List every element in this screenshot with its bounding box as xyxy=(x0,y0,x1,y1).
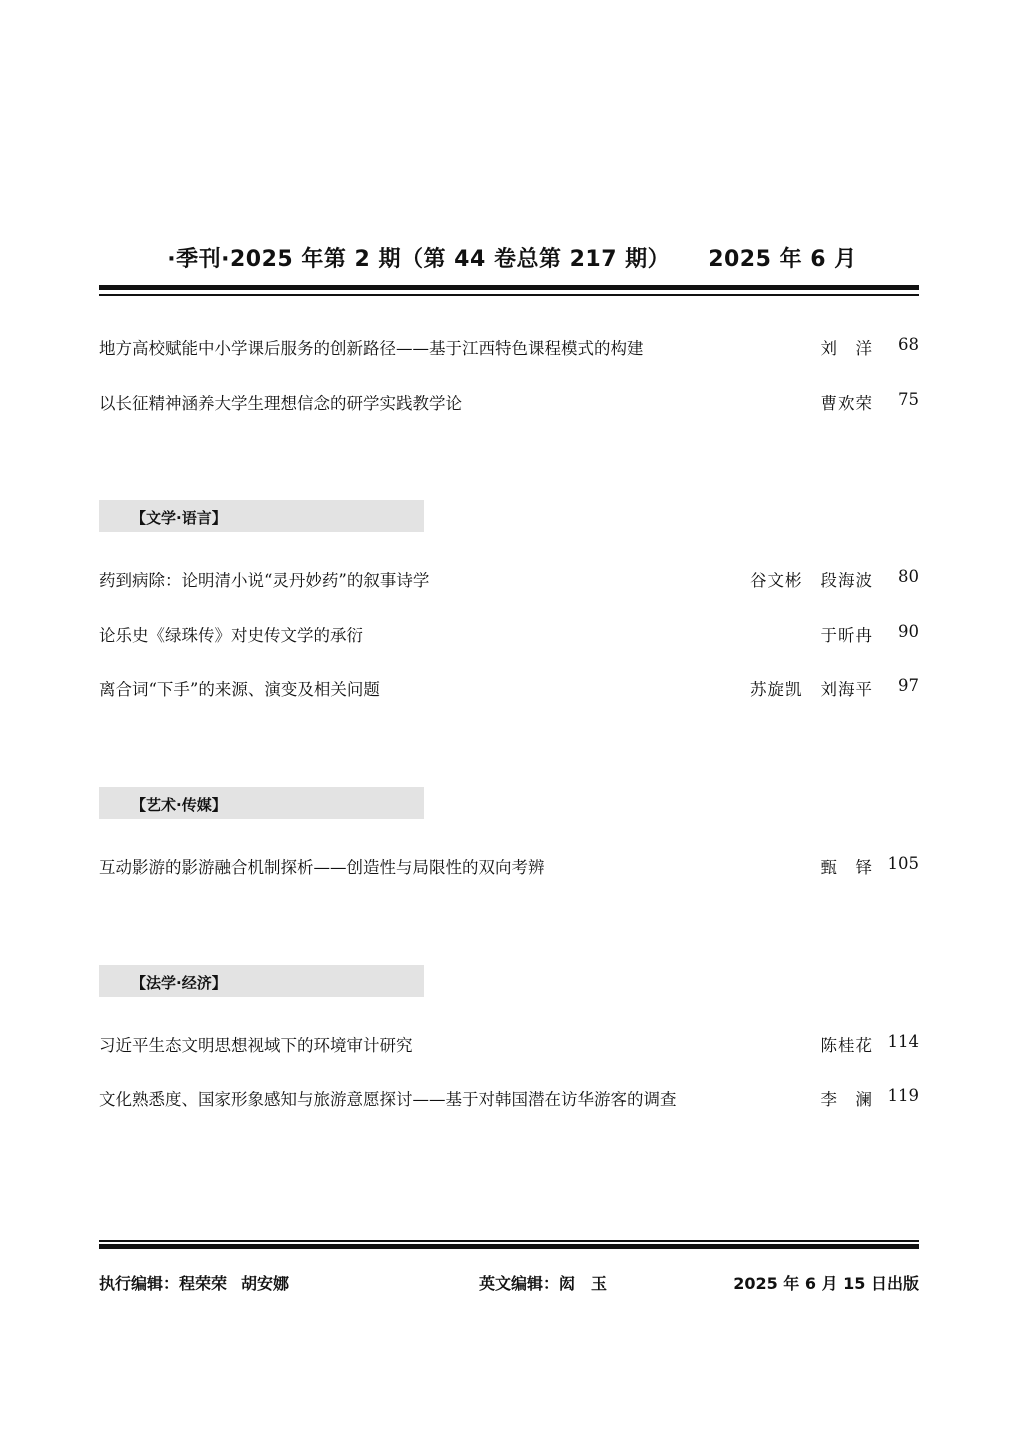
author: 陈桂花 xyxy=(820,1036,873,1055)
entry-authors xyxy=(750,676,873,700)
entry-title[interactable]: 互动影游的影游融合机制探析——创造性与局限性的双向考辨 xyxy=(99,858,545,877)
entry-authors xyxy=(821,390,874,414)
author: 甄 铎 xyxy=(820,858,873,877)
entry-authors xyxy=(821,1086,874,1110)
entry-title[interactable]: 习近平生态文明思想视域下的环境审计研究 xyxy=(99,1036,413,1055)
entry-title[interactable]: 以长征精神涵养大学生理想信念的研学实践教学论 xyxy=(99,394,462,413)
entry-title[interactable]: 论乐史《绿珠传》对史传文学的承衍 xyxy=(99,626,363,645)
entry-title[interactable]: 药到病除：论明清小说“灵丹妙药”的叙事诗学 xyxy=(99,571,430,590)
entry-authors xyxy=(821,854,874,878)
en-editor-label: 英文编辑： xyxy=(479,1274,560,1293)
entry-page: 80 xyxy=(898,567,919,586)
issue-date: 2025 年 6 月 xyxy=(708,247,857,272)
author: 李 澜 xyxy=(820,1090,873,1109)
author: 曹欢荣 xyxy=(820,394,873,413)
section-label: 【法学·经济】 xyxy=(131,974,227,992)
section-label: 【文学·语言】 xyxy=(131,509,227,527)
footer-rule-thick xyxy=(99,1244,919,1249)
exec-editor-name: 程荣荣 xyxy=(179,1274,228,1293)
entry-authors xyxy=(750,567,873,591)
author: 刘 洋 xyxy=(820,339,873,358)
exec-editor-name: 胡安娜 xyxy=(241,1274,290,1293)
toc-entry[interactable] xyxy=(99,331,919,361)
toc-entry[interactable] xyxy=(99,672,919,702)
issue-info: ·季刊·2025 年第 2 期（第 44 卷总第 217 期） xyxy=(167,247,671,272)
entry-page: 90 xyxy=(898,622,919,641)
section-heading-arts xyxy=(99,787,424,819)
author: 段海波 xyxy=(820,571,873,590)
entry-page: 97 xyxy=(898,676,919,695)
author: 于昕冉 xyxy=(820,626,873,645)
section-label: 【艺术·传媒】 xyxy=(131,796,227,814)
toc-entry[interactable] xyxy=(99,1082,919,1112)
entry-title[interactable]: 离合词“下手”的来源、演变及相关问题 xyxy=(99,680,380,699)
colophon xyxy=(99,1271,919,1295)
section-heading-law-economics xyxy=(99,965,424,997)
exec-editors xyxy=(99,1271,289,1294)
entry-page: 105 xyxy=(887,854,919,873)
footer-rule-thin xyxy=(99,1240,919,1242)
toc-entry[interactable] xyxy=(99,386,919,416)
author: 苏旋凯 xyxy=(750,680,803,699)
english-editor xyxy=(479,1271,607,1294)
entry-page: 68 xyxy=(898,335,919,354)
entry-authors xyxy=(821,1032,874,1056)
entry-authors xyxy=(821,622,874,646)
entry-page: 119 xyxy=(887,1086,919,1105)
entry-page: 114 xyxy=(887,1032,919,1051)
entry-page: 75 xyxy=(898,390,919,409)
header-rule-thick xyxy=(99,285,919,290)
author: 谷文彬 xyxy=(750,571,803,590)
toc-entry[interactable] xyxy=(99,563,919,593)
header-rule-thin xyxy=(99,294,919,296)
exec-editor-label: 执行编辑： xyxy=(99,1274,180,1293)
entry-title[interactable]: 地方高校赋能中小学课后服务的创新路径——基于江西特色课程模式的构建 xyxy=(99,339,644,358)
toc-entry[interactable] xyxy=(99,850,919,880)
toc-entry[interactable] xyxy=(99,1028,919,1058)
entry-authors xyxy=(821,335,874,359)
toc-entry[interactable] xyxy=(99,618,919,648)
author: 刘海平 xyxy=(820,680,873,699)
section-heading-literature xyxy=(99,500,424,532)
journal-header xyxy=(0,242,1024,273)
en-editor-name: 闳 玉 xyxy=(559,1274,608,1293)
entry-title[interactable]: 文化熟悉度、国家形象感知与旅游意愿探讨——基于对韩国潜在访华游客的调查 xyxy=(99,1090,677,1109)
publish-date: 2025 年 6 月 15 日出版 xyxy=(733,1274,919,1293)
